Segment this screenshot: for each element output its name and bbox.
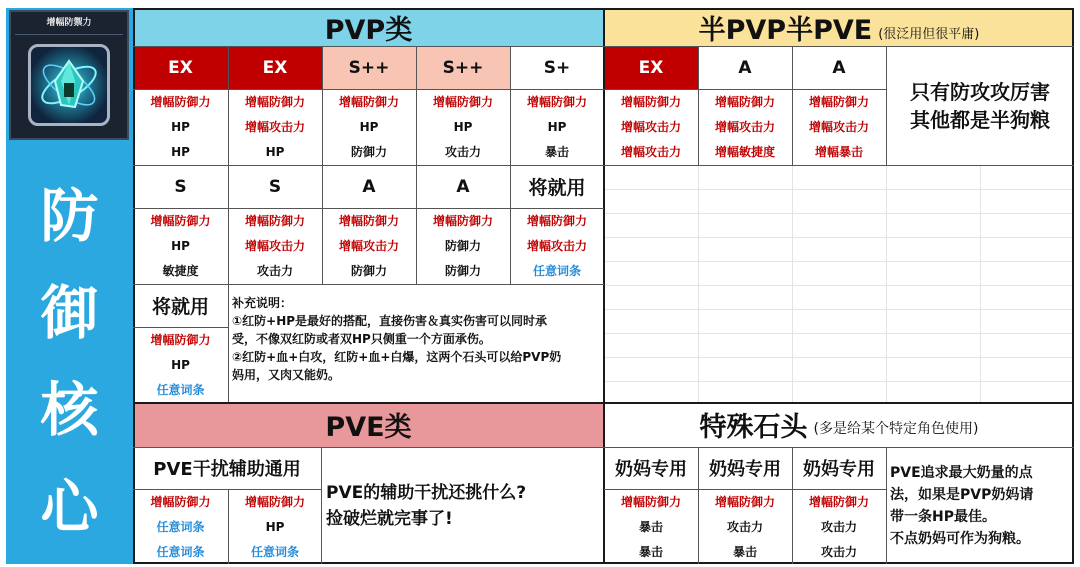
stat-cell: HP — [171, 238, 190, 253]
pvp-note-line: ①红防+HP是最好的搭配，直接伤害＆真实伤害可以同时承 — [232, 314, 548, 328]
stat-cell: 增幅防御力 — [526, 95, 587, 109]
item-icon-frame — [28, 44, 110, 126]
item-card — [9, 10, 129, 140]
stat-cell: 攻击力 — [444, 145, 481, 159]
pve-subheader — [133, 447, 321, 489]
special-comment — [886, 447, 1074, 564]
grade-cell: S++ — [322, 46, 416, 89]
stat-cell: 暴击 — [638, 520, 663, 534]
stat-cell: 防御力 — [350, 145, 387, 159]
pve-header — [133, 402, 604, 447]
grade-cell: S — [133, 165, 228, 208]
stat-cell: 敏捷度 — [162, 264, 199, 278]
pvp-note-line: ②红防+血+白攻，红防+血+白爆，这两个石头可以给PVP奶 — [232, 350, 562, 364]
border-line — [133, 284, 604, 285]
stat-cell: 增幅防御力 — [150, 495, 211, 509]
border-line — [886, 447, 887, 564]
stat-cell: HP — [547, 119, 567, 134]
stat-cell: HP — [265, 519, 285, 534]
vertical-title-char: 御 — [40, 279, 99, 347]
sheet-grid — [604, 165, 1074, 402]
stat-cell: 增幅攻击力 — [244, 120, 305, 134]
grade-cell: A — [322, 165, 416, 208]
stat-cell: 增幅防御力 — [526, 214, 587, 228]
stat-cell: 增幅防御力 — [808, 95, 869, 109]
stat-cell: 增幅敏捷度 — [714, 145, 775, 159]
half-header — [604, 8, 1074, 46]
stat-cell: 暴击 — [544, 145, 569, 159]
stat-cell: 增幅防御力 — [808, 495, 869, 509]
stat-cell: 增幅攻击力 — [620, 145, 681, 159]
border-line — [133, 165, 604, 166]
pve-comment-line: PVE的辅助干扰还挑什么? — [326, 482, 527, 503]
stat-cell: 任意词条 — [156, 383, 205, 397]
stat-cell: 暴击 — [732, 545, 757, 559]
border-line — [133, 208, 604, 209]
stat-cell: 防御力 — [350, 264, 387, 278]
item-caption: 增幅防禦力 — [46, 18, 92, 28]
grade-cell: 将就用 — [151, 296, 209, 318]
half-header-text: 半PVP半PVE — [698, 14, 873, 46]
special-title-cell: 奶妈专用 — [709, 459, 781, 480]
pvp-header — [133, 8, 604, 46]
special-comment-line: 带一条HP最佳。 — [890, 508, 996, 525]
border-line — [604, 89, 886, 90]
border-line — [886, 46, 887, 165]
special-comment-line: 不点奶妈可作为狗粮。 — [890, 530, 1030, 547]
border-line — [228, 284, 229, 402]
stat-cell: 增幅防御力 — [150, 214, 211, 228]
stat-cell: 增幅防御力 — [244, 214, 305, 228]
border-line — [604, 165, 1074, 166]
stat-cell: 增幅攻击力 — [714, 120, 775, 134]
stat-cell: HP — [265, 144, 285, 159]
grade-cell: S+ — [510, 46, 604, 89]
grade-cell: S++ — [416, 46, 510, 89]
border-line — [133, 327, 228, 328]
border-line — [228, 489, 229, 564]
border-line — [133, 402, 1074, 404]
stat-cell: 增幅防御力 — [432, 95, 493, 109]
pve-subheader-text: PVE干扰辅助通用 — [153, 459, 301, 480]
vertical-title-char: 防 — [40, 182, 99, 250]
pvp-note — [229, 292, 604, 402]
vertical-title-char: 心 — [40, 473, 99, 541]
stat-cell: 攻击力 — [820, 520, 857, 534]
special-comment-line: PVE追求最大奶量的点 — [890, 464, 1033, 481]
pvp-note-line: 妈用，又肉又能奶。 — [232, 368, 341, 382]
border-line — [1072, 8, 1074, 564]
stat-cell: 增幅防御力 — [244, 95, 305, 109]
stat-cell: 增幅防御力 — [244, 495, 305, 509]
half-comment-line: 只有防攻攻厉害 — [910, 79, 1050, 104]
grade-cell: EX — [604, 46, 698, 89]
stat-cell: HP — [453, 119, 473, 134]
grade-cell: A — [416, 165, 510, 208]
grade-cell: A — [698, 46, 792, 89]
pve-header-text: PVE类 — [325, 412, 412, 443]
border-line — [133, 89, 604, 90]
stat-cell: 增幅攻击力 — [808, 120, 869, 134]
border-line — [133, 447, 1074, 448]
border-line — [603, 8, 605, 564]
grade-cell: S — [228, 165, 322, 208]
vertical-title-char: 核 — [40, 376, 99, 444]
stat-cell: HP — [171, 357, 190, 372]
stat-cell: HP — [171, 119, 190, 134]
border-line — [604, 489, 886, 490]
half-comment-line: 其他都是半狗粮 — [910, 107, 1050, 132]
border-line — [133, 46, 1074, 47]
stat-cell: 增幅暴击 — [814, 145, 863, 159]
stat-cell: 增幅防御力 — [338, 214, 399, 228]
stat-cell: 攻击力 — [820, 545, 857, 559]
border-line — [133, 8, 135, 564]
half-comment — [886, 46, 1074, 165]
stat-cell: 增幅防御力 — [620, 495, 681, 509]
stat-cell: 增幅攻击力 — [244, 239, 305, 253]
stat-cell: 增幅防御力 — [432, 214, 493, 228]
stat-cell: 任意词条 — [532, 264, 581, 278]
vertical-title — [6, 168, 133, 558]
special-header-note: (多是给某个特定角色使用) — [813, 420, 979, 437]
special-title-cell: 奶妈专用 — [803, 459, 875, 480]
stat-cell: 增幅防御力 — [714, 495, 775, 509]
stat-cell: 增幅防御力 — [150, 333, 211, 347]
grade-cell: EX — [133, 46, 228, 89]
gem-icon — [31, 47, 107, 123]
pve-comment — [322, 447, 604, 564]
stat-cell: 增幅防御力 — [620, 95, 681, 109]
stat-cell: 暴击 — [638, 545, 663, 559]
border-line — [698, 447, 699, 564]
stat-cell: 增幅攻击力 — [620, 120, 681, 134]
border-line — [133, 489, 321, 490]
special-title-cell: 奶妈专用 — [615, 459, 687, 480]
special-header — [604, 402, 1074, 447]
half-header-note: (很泛用但很平庸) — [878, 26, 980, 42]
stat-cell: 增幅防御力 — [714, 95, 775, 109]
stat-cell: 增幅防御力 — [150, 95, 211, 109]
special-header-text: 特殊石头 — [699, 412, 808, 443]
border-line — [792, 447, 793, 564]
pvp-header-text: PVP类 — [324, 14, 413, 46]
grade-cell: A — [792, 46, 886, 89]
stat-cell: HP — [171, 144, 190, 159]
stat-cell: 增幅攻击力 — [338, 239, 399, 253]
caption-divider — [15, 34, 123, 35]
stat-cell: 任意词条 — [156, 520, 205, 534]
stat-cell: 防御力 — [444, 264, 481, 278]
stat-cell: 攻击力 — [726, 520, 763, 534]
stat-cell: HP — [359, 119, 379, 134]
border-line — [792, 46, 793, 165]
stat-cell: 增幅防御力 — [338, 95, 399, 109]
grade-cell: 将就用 — [510, 165, 604, 208]
pvp-note-line: 受，不像双红防或者双HP只侧重一个方面承伤。 — [232, 332, 491, 346]
stat-cell: 增幅攻击力 — [526, 239, 587, 253]
border-line — [321, 447, 322, 564]
pvp-note-line: 补充说明： — [232, 296, 293, 310]
stat-cell: 任意词条 — [250, 545, 299, 559]
stat-cell: 攻击力 — [256, 264, 293, 278]
pve-comment-line: 捡破烂就完事了! — [326, 508, 453, 529]
border-line — [698, 46, 699, 165]
stat-cell: 防御力 — [444, 239, 481, 253]
grade-cell: EX — [228, 46, 322, 89]
stat-cell: 任意词条 — [156, 545, 205, 559]
special-comment-line: 法，如果是PVP奶妈请 — [890, 486, 1034, 503]
